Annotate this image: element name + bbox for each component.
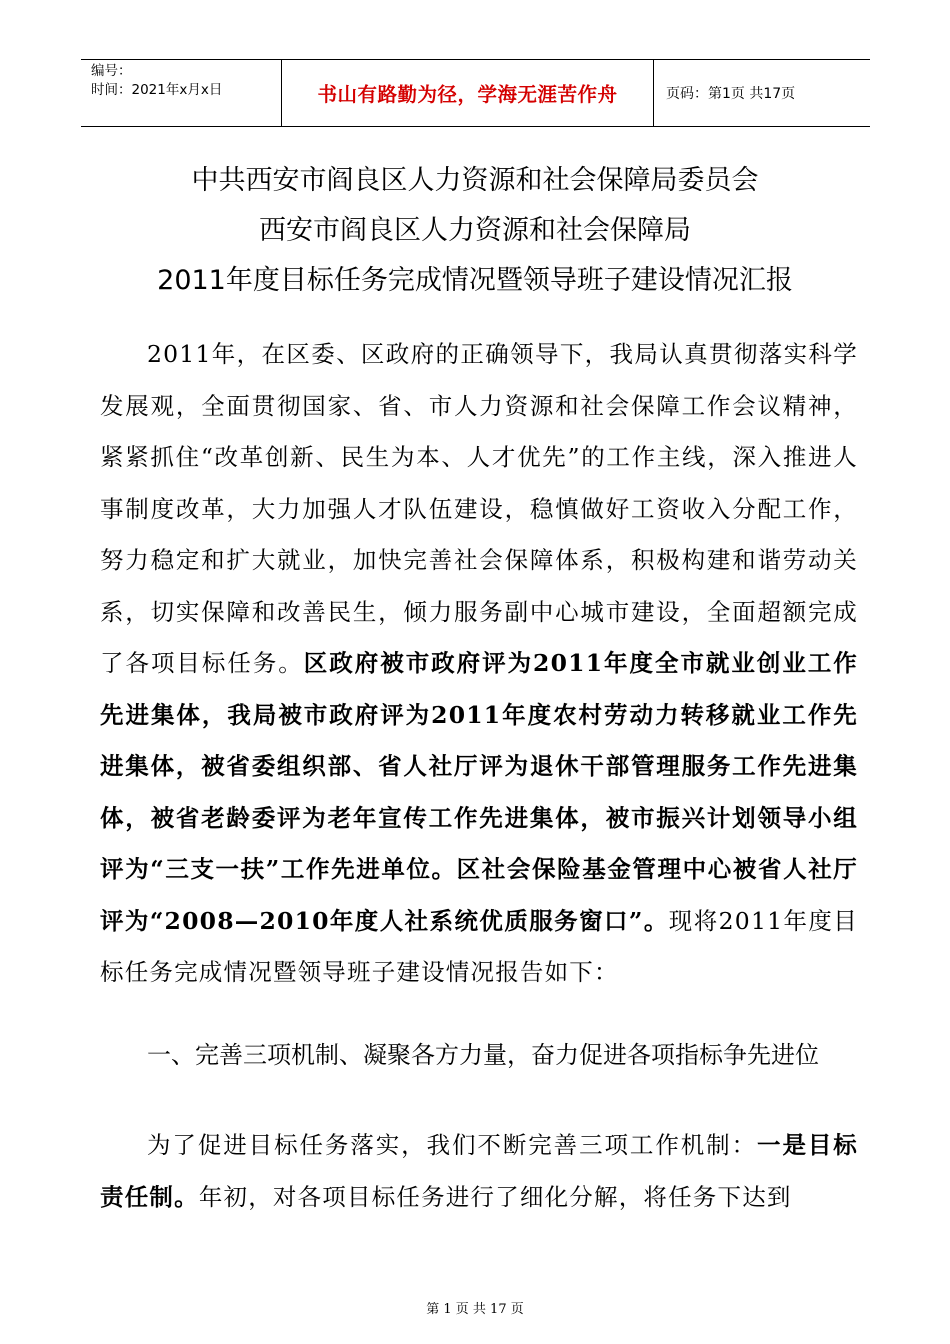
section-heading-1: 一、完善三项机制、凝聚各方力量，奋力促进各项指标争先进位 <box>147 1041 819 1069</box>
title-line-1: 中共西安市阎良区人力资源和社会保障局委员会 <box>191 165 759 196</box>
intro-text-bold: 区政府被市政府评为2011年度全市就业创业工作先进集体，我局被市政府评为2011年度农村劳动力转移就业工作先进集体，被省委组织部、省人社厅评为退休干部管理服务工作先进集体，被省老龄委评为老年宣传工作先进集体，被市振兴计划领导小组评为“三支一扶”工作先进单位。区社会保险基金管理中心被省人社厅评为“2008—2010年度人社系统优质服务窗口”。 <box>100 649 858 935</box>
page-footer: 第 1 页 共 17 页 <box>426 1302 524 1317</box>
header-page-code: 页码：第1页 共17页 <box>666 86 796 102</box>
title-line-2: 西安市阎良区人力资源和社会保障局 <box>259 215 691 246</box>
section-text-continued: 年初，对各项目标任务进行了细化分解，将任务下达到 <box>198 1182 792 1211</box>
header-motto: 书山有路勤为径，学海无涯苦作舟 <box>282 60 654 126</box>
section-text-normal: 为了促进目标任务落实，我们不断完善三项工作机制： <box>147 1131 758 1159</box>
document-header <box>81 59 870 127</box>
header-meta-cell <box>81 60 282 126</box>
intro-text-closing: 现将2011年度目标任务完成情况暨领导班子建设情况报告如下： <box>100 906 859 986</box>
title-line-3: 2011年度目标任务完成情况暨领导班子建设情况汇报 <box>157 265 793 296</box>
number-label: 编号： <box>91 63 132 79</box>
intro-paragraph <box>100 329 858 999</box>
section-paragraph-1 <box>100 1120 858 1223</box>
section-text-bold: 一是目标责任制。 <box>100 1131 858 1211</box>
intro-text-normal: 2011年，在区委、区政府的正确领导下，我局认真贯彻落实科学发展观，全面贯彻国家、省、市人力资源和社会保障工作会议精神，紧紧抓住“改革创新、民生为本、人才优先”的工作主线，深入推进人事制度改革，大力加强人才队伍建设，稳慎做好工资收入分配工作，努力稳定和扩大就业，加快完善社会保障体系，积极构建和谐劳动关系，切实保障和改善民生，倾力服务副中心城市建设，全面超额完成了各项目标任务。 <box>100 340 858 677</box>
time-label: 时间：2021年x月x日 <box>91 82 223 98</box>
